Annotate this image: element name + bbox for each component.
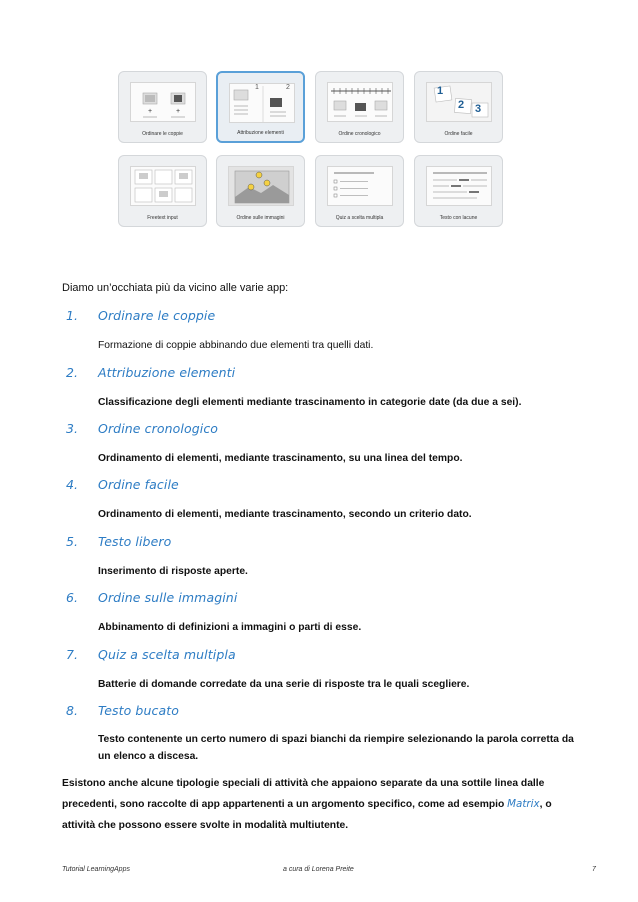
item-desc-1: Formazione di coppie abbinando due elementi tra quelli dati. [98,340,374,351]
tile-thumbnail [130,166,196,206]
item-name: Ordine cronologico [98,421,219,436]
tile-label: Freetext input [147,215,178,221]
tile-attribuzione-elementi[interactable] [216,71,305,143]
item-name: Testo bucato [98,703,179,718]
item-title-4 [66,477,179,492]
item-desc-5: Inserimento di risposte aperte. [98,566,248,577]
intro-text: Diamo un’occhiata più da vicino alle varie app: [62,282,289,294]
footer-center: a cura di Lorena Preite [283,866,354,873]
item-desc-6: Abbinamento di definizioni a immagini o parti di esse. [98,622,362,633]
tile-ordine-cronologico[interactable] [315,71,404,143]
order-number-3: 3 [475,103,482,115]
svg-text:+: + [175,108,181,115]
item-title-6 [66,590,237,605]
item-number: 8. [66,703,79,718]
item-number: 4. [66,477,79,492]
item-title-5 [66,534,171,549]
matrix-link[interactable]: Matrix [507,798,540,810]
item-desc-3: Ordinamento di elementi, mediante trascinamento, su una linea del tempo. [98,453,463,464]
tile-label: Ordine facile [444,131,473,137]
tile-ordine-sulle-immagini[interactable] [216,155,305,227]
quiz-icon [328,167,393,206]
item-name: Quiz a scelta multipla [98,647,236,662]
category-number-1: 1 [255,84,259,91]
freetext-icon [131,167,196,206]
item-desc-7: Batterie di domande corredate da una serie di risposte tra le quali scegliere. [98,679,470,690]
tile-freetext-input[interactable] [118,155,207,227]
item-number: 3. [66,421,79,436]
svg-text:+: + [147,108,153,115]
item-name: Attribuzione elementi [98,365,236,380]
item-number: 6. [66,590,79,605]
tile-testo-con-lacune[interactable] [414,155,503,227]
tile-thumbnail [327,166,393,206]
tile-quiz-a-scelta-multipla[interactable] [315,155,404,227]
tile-ordinare-le-coppie[interactable] [118,71,207,143]
order-number-2: 2 [458,99,465,111]
tile-label: Quiz a scelta multipla [335,215,384,221]
item-name: Testo libero [98,534,172,549]
tile-label: Ordinare le coppie [142,131,183,137]
outro-text-before: Esistono anche alcune tipologie speciali di attività che appaiono separate da una sottile linea dalle precedenti, sono raccolte di app appartenenti a un argomento specifico, come ad esempio [62,778,545,810]
item-name: Ordine sulle immagini [98,590,238,605]
tile-label: Testo con lacune [439,215,478,221]
pairs-icon [131,83,196,122]
item-name: Ordine facile [98,477,179,492]
item-number: 1. [66,308,79,323]
tile-thumbnail [327,82,393,122]
item-number: 2. [66,365,79,380]
timeline-icon [328,83,393,122]
tile-thumbnail [130,82,196,122]
outro-paragraph [62,773,582,836]
tile-label: Ordine sulle immagini [236,215,285,221]
item-desc-2: Classificazione degli elementi mediante trascinamento in categorie date (da due a sei). [98,397,522,408]
cloze-text-icon [427,167,492,206]
image-markers-icon [229,167,294,206]
tile-ordine-facile[interactable] [414,71,503,143]
item-title-1 [66,308,215,323]
tile-thumbnail [426,166,492,206]
app-template-grid [118,71,504,231]
outro-text-after: , o attività che possono essere svolte in modalità multiutente. [62,799,552,831]
page-number: 7 [592,866,596,873]
item-desc-8: Testo contenente un certo numero di spazi bianchi da riempire selezionando la parola corretta da un elenco a discesa. [98,734,574,762]
item-number: 5. [66,534,79,549]
tile-label: Attribuzione elementi [237,130,284,136]
footer-left: Tutorial LearningApps [62,866,130,873]
item-title-8 [66,703,179,718]
item-number: 7. [66,647,79,662]
item-name: Ordinare le coppie [98,308,216,323]
tile-label: Ordine cronologico [338,131,381,137]
category-number-2: 2 [286,84,290,91]
item-title-2 [66,365,235,380]
order-number-1: 1 [437,85,444,97]
item-title-3 [66,421,218,436]
tile-thumbnail [228,166,294,206]
item-desc-4: Ordinamento di elementi, mediante trascinamento, secondo un criterio dato. [98,509,472,520]
item-title-7 [66,647,236,662]
